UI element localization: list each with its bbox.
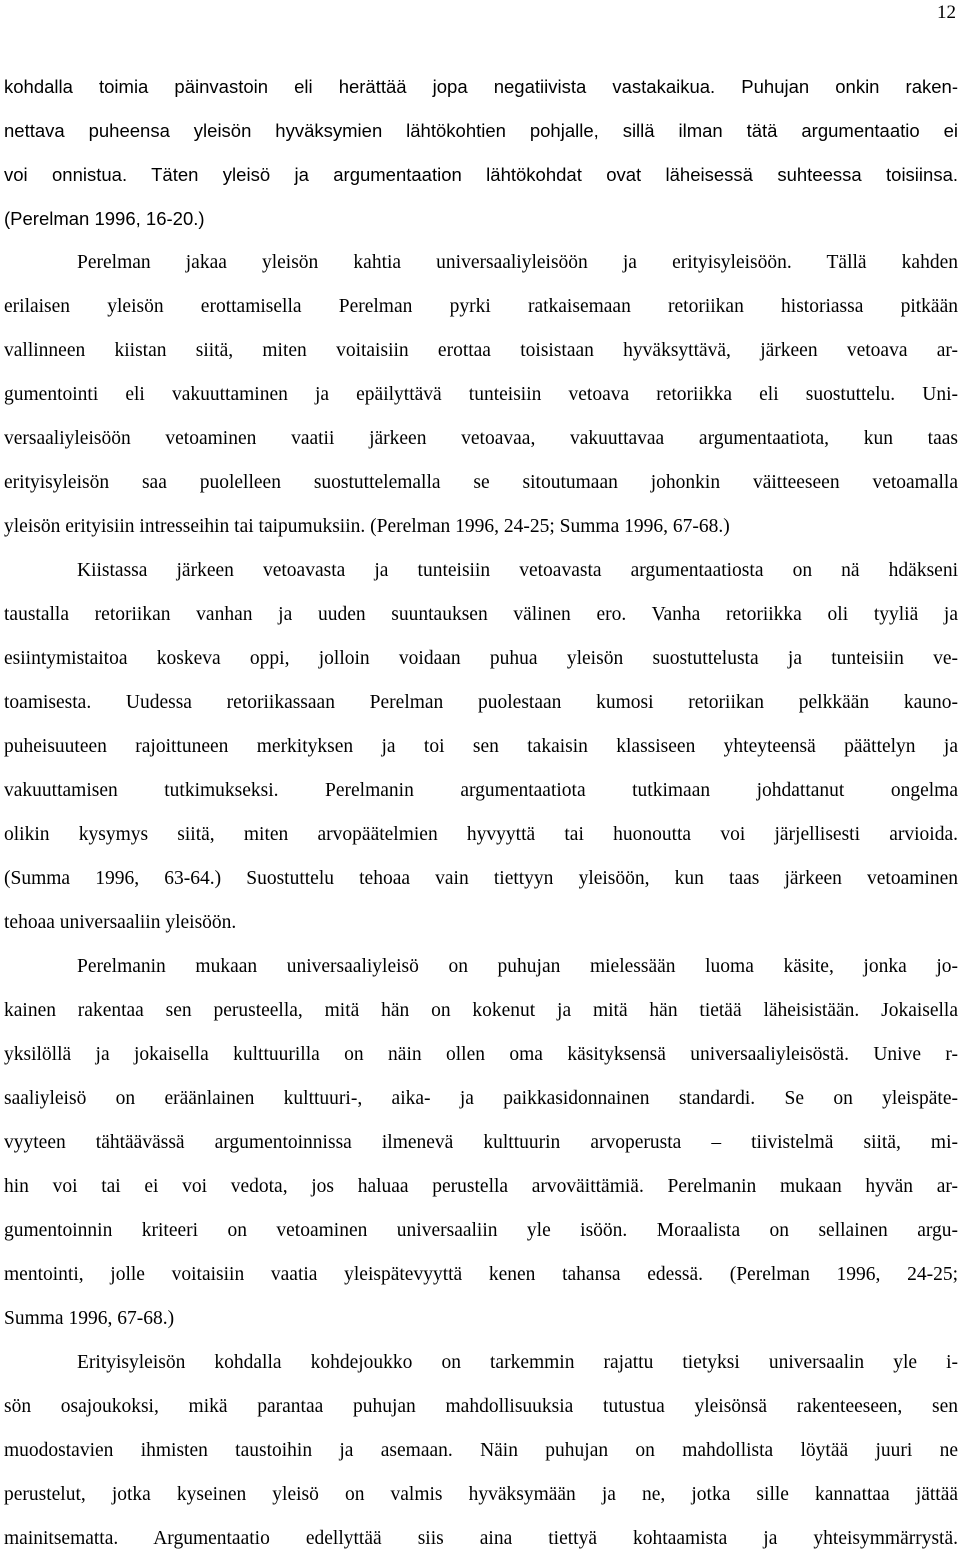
text-line: perustelut, jotka kyseinen yleisö on valmis hyväksymään ja ne, jotka sille kannattaa jättää: [4, 1484, 958, 1505]
page-number: 12: [937, 2, 956, 23]
text-line: (Summa 1996, 63-64.) Suostuttelu tehoaa vain tiettyyn yleisöön, kun taas järkeen vetoaminen: [4, 868, 958, 889]
paragraph: [4, 241, 958, 549]
paragraph: [4, 65, 958, 241]
text-line: yleisön erityisiin intresseihin tai taipumuksiin. (Perelman 1996, 24-25; Summa 1996, 67-68.): [4, 516, 730, 537]
text-line: voi onnistua. Täten yleisö ja argumentaation lähtökohdat ovat läheisessä suhteessa toisiinsa.: [4, 164, 958, 185]
text-line: versaaliyleisöön vetoaminen vaatii järkeen vetoavaa, vakuuttavaa argumentaatiota, kun taas: [4, 428, 958, 449]
document-body: [4, 65, 958, 1561]
text-line: gumentointi eli vakuuttaminen ja epäilyttävä tunteisiin vetoava retoriikka eli suostuttelu. Uni-: [4, 384, 958, 405]
text-line: olikin kysymys siitä, miten arvopäätelmien hyvyyttä tai huonoutta voi järjellisesti arvioida.: [4, 824, 958, 845]
text-line: erityisyleisön saa puolelleen suostuttelemalla se sitoutumaan johonkin väitteeseen vetoamalla: [4, 472, 958, 493]
text-line: taustalla retoriikan vanhan ja uuden suuntauksen välinen ero. Vanha retoriikka oli tyyliä ja: [4, 604, 958, 625]
text-line: yksilöllä ja jokaisella kulttuurilla on näin ollen oma käsityksensä universaaliyleisöstä. Unive r-: [4, 1044, 958, 1065]
text-line: Erityisyleisön kohdalla kohdejoukko on tarkemmin rajattu tietyksi universaalin yle i-: [77, 1352, 958, 1373]
text-line: vallinneen kiistan siitä, miten voitaisiin erottaa toisistaan hyväksyttävä, järkeen vetoava ar-: [4, 340, 958, 361]
text-line: nettava puheensa yleisön hyväksymien lähtökohtien pohjalle, sillä ilman tätä argumentaatio ei: [4, 120, 958, 141]
text-line: toamisesta. Uudessa retoriikassaan Perelman puolestaan kumosi retoriikan pelkkään kauno-: [4, 692, 958, 713]
text-line: vakuuttamisen tutkimukseksi. Perelmanin argumentaatiota tutkimaan johdattanut ongelma: [4, 780, 958, 801]
text-line: vyyteen tähtäävässä argumentoinnissa ilmenevä kulttuurin arvoperusta – tiivistelmä siitä, mi-: [4, 1132, 958, 1153]
text-line: (Perelman 1996, 16-20.): [4, 208, 205, 229]
text-line: hin voi tai ei voi vedota, jos haluaa perustella arvoväittämiä. Perelmanin mukaan hyvän ar-: [4, 1176, 958, 1197]
text-line: Kiistassa järkeen vetoavasta ja tunteisiin vetoavasta argumentaatiosta on nä hdäkseni: [77, 560, 958, 581]
text-line: saaliyleisö on eräänlainen kulttuuri-, aika- ja paikkasidonnainen standardi. Se on yleispäte-: [4, 1088, 958, 1109]
text-line: gumentoinnin kriteeri on vetoaminen universaaliin yle isöön. Moraalista on sellainen argu-: [4, 1220, 958, 1241]
text-line: kohdalla toimia päinvastoin eli herättää jopa negatiivista vastakaikua. Puhujan onkin raken-: [4, 76, 958, 97]
text-line: kainen rakentaa sen perusteella, mitä hän on kokenut ja mitä hän tietää läheisistään. Jokaisella: [4, 1000, 958, 1021]
text-line: Perelmanin mukaan universaaliyleisö on puhujan mielessään luoma käsite, jonka jo-: [77, 956, 958, 977]
text-line: Perelman jakaa yleisön kahtia universaaliyleisöön ja erityisyleisöön. Tällä kahden: [77, 252, 958, 273]
text-line: puheisuuteen rajoittuneen merkityksen ja toi sen takaisin klassiseen yhteyteensä päättelyn ja: [4, 736, 958, 757]
text-line: Summa 1996, 67-68.): [4, 1308, 175, 1329]
text-line: esiintymistaitoa koskeva oppi, jolloin voidaan puhua yleisön suostuttelusta ja tunteisiin ve-: [4, 648, 958, 669]
text-line: erilaisen yleisön erottamisella Perelman pyrki ratkaisemaan retoriikan historiassa pitkään: [4, 296, 958, 317]
paragraph: [4, 549, 958, 945]
paragraph: [4, 1341, 958, 1561]
paragraph: [4, 945, 958, 1341]
text-line: sön osajoukoksi, mikä parantaa puhujan mahdollisuuksia tutustua yleisönsä rakenteeseen, sen: [4, 1396, 958, 1417]
text-line: muodostavien ihmisten taustoihin ja asemaan. Näin puhujan on mahdollista löytää juuri ne: [4, 1440, 958, 1461]
text-line: mainitsematta. Argumentaatio edellyttää siis aina tiettyä kohtaamista ja yhteisymmärrystä.: [4, 1528, 958, 1549]
text-line: tehoaa universaaliin yleisöön.: [4, 912, 237, 933]
text-line: mentointi, jolle voitaisiin vaatia yleispätevyyttä kenen tahansa edessä. (Perelman 1996, 24-25;: [4, 1264, 958, 1285]
